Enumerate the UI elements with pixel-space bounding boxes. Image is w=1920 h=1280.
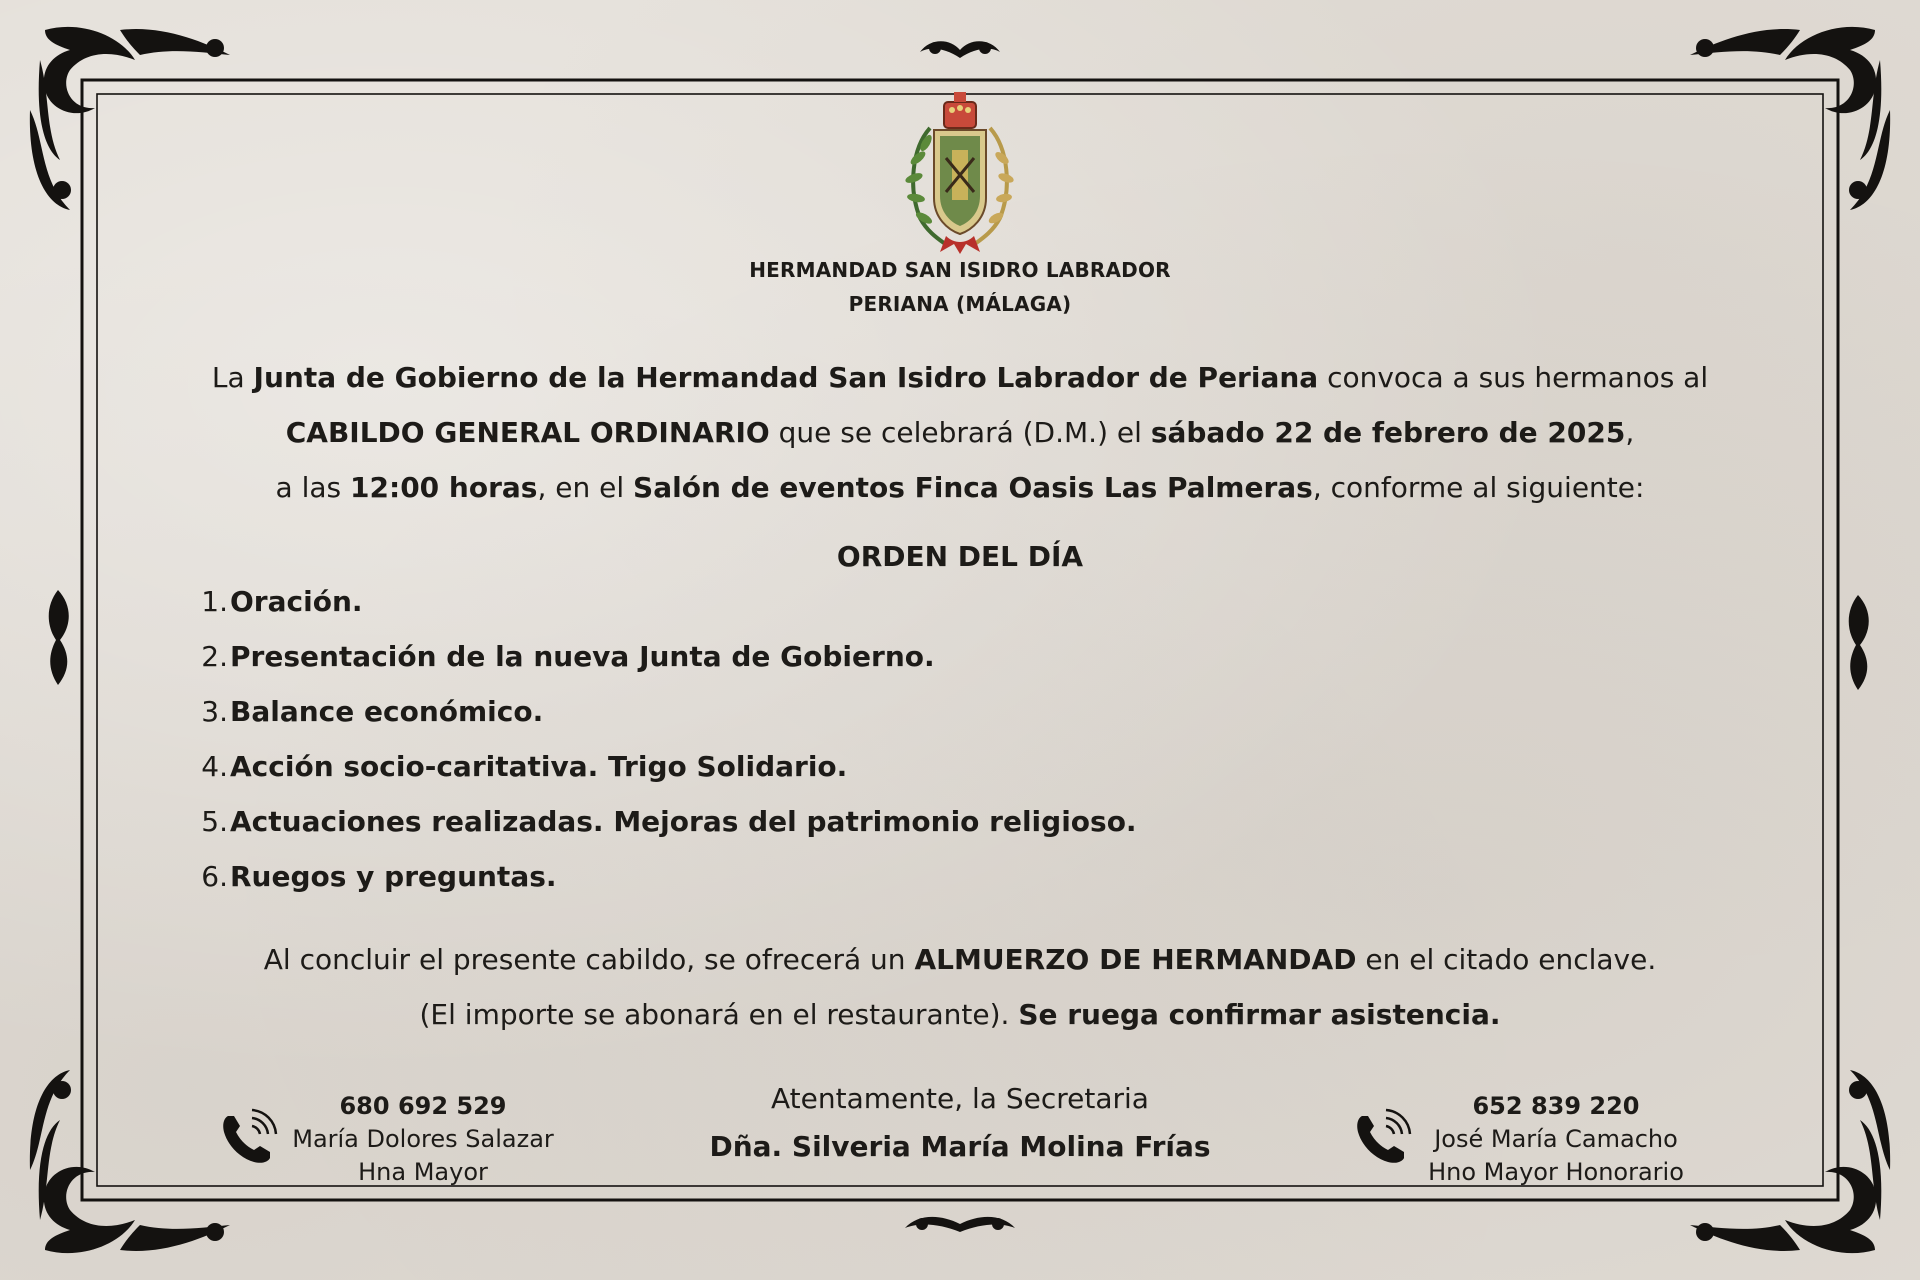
org-location: PERIANA (MÁLAGA) [848,292,1072,316]
contact-phone[interactable]: 680 692 529 [339,1092,507,1120]
agenda-item: 5. Actuaciones realizadas. Mejoras del patrimonio religioso. [201,805,1137,838]
agenda-list [190,574,1137,904]
side-ornament-right-icon [1849,595,1869,690]
signature-name: Dña. Silveria María Molina Frías [709,1130,1211,1163]
coat-of-arms-icon [900,88,1020,256]
intro-line-3: a las 12:00 horas, en el Salón de eventos Finca Oasis Las Palmeras, conforme al siguiente: [275,471,1645,504]
contact-role: Hno Mayor Honorario [1428,1158,1684,1186]
corner-ornament-top-right-icon [1690,27,1890,210]
agenda-item: 2. Presentación de la nueva Junta de Gobierno. [201,640,935,673]
agenda-item: 4. Acción socio-caritativa. Trigo Solidario. [201,750,848,783]
agenda-title: ORDEN DEL DÍA [836,540,1084,573]
side-ornament-left-icon [49,590,69,685]
intro-line-1: La Junta de Gobierno de la Hermandad San Isidro Labrador de Periana convoca a sus hermanos al [211,361,1709,394]
scroll-ornament-top-icon [920,41,1000,58]
farewell-line: Atentamente, la Secretaria [771,1082,1149,1115]
contact-phone[interactable]: 652 839 220 [1472,1092,1640,1120]
intro-paragraph [0,350,1920,515]
closing-paragraph [0,932,1920,1042]
contact-name: José María Camacho [1434,1125,1678,1153]
contact-left [233,1090,613,1189]
closing-line-2: (El importe se abonará en el restaurante). Se ruega confirmar asistencia. [419,998,1501,1031]
corner-ornament-top-left-icon [30,27,230,210]
agenda-item: 6. Ruegos y preguntas. [201,860,557,893]
org-name: HERMANDAD SAN ISIDRO LABRADOR [749,258,1171,282]
agenda-item: 3. Balance económico. [201,695,544,728]
closing-line-1: Al concluir el presente cabildo, se ofrecerá un ALMUERZO DE HERMANDAD en el citado enclave. [263,943,1657,976]
contact-role: Hna Mayor [358,1158,488,1186]
scroll-ornament-bottom-icon [905,1217,1015,1232]
intro-line-2: CABILDO GENERAL ORDINARIO que se celebrará (D.M.) el sábado 22 de febrero de 2025, [285,416,1635,449]
agenda-item: 1. Oración. [201,585,363,618]
contact-right [1366,1090,1746,1189]
contact-name: María Dolores Salazar [292,1125,554,1153]
